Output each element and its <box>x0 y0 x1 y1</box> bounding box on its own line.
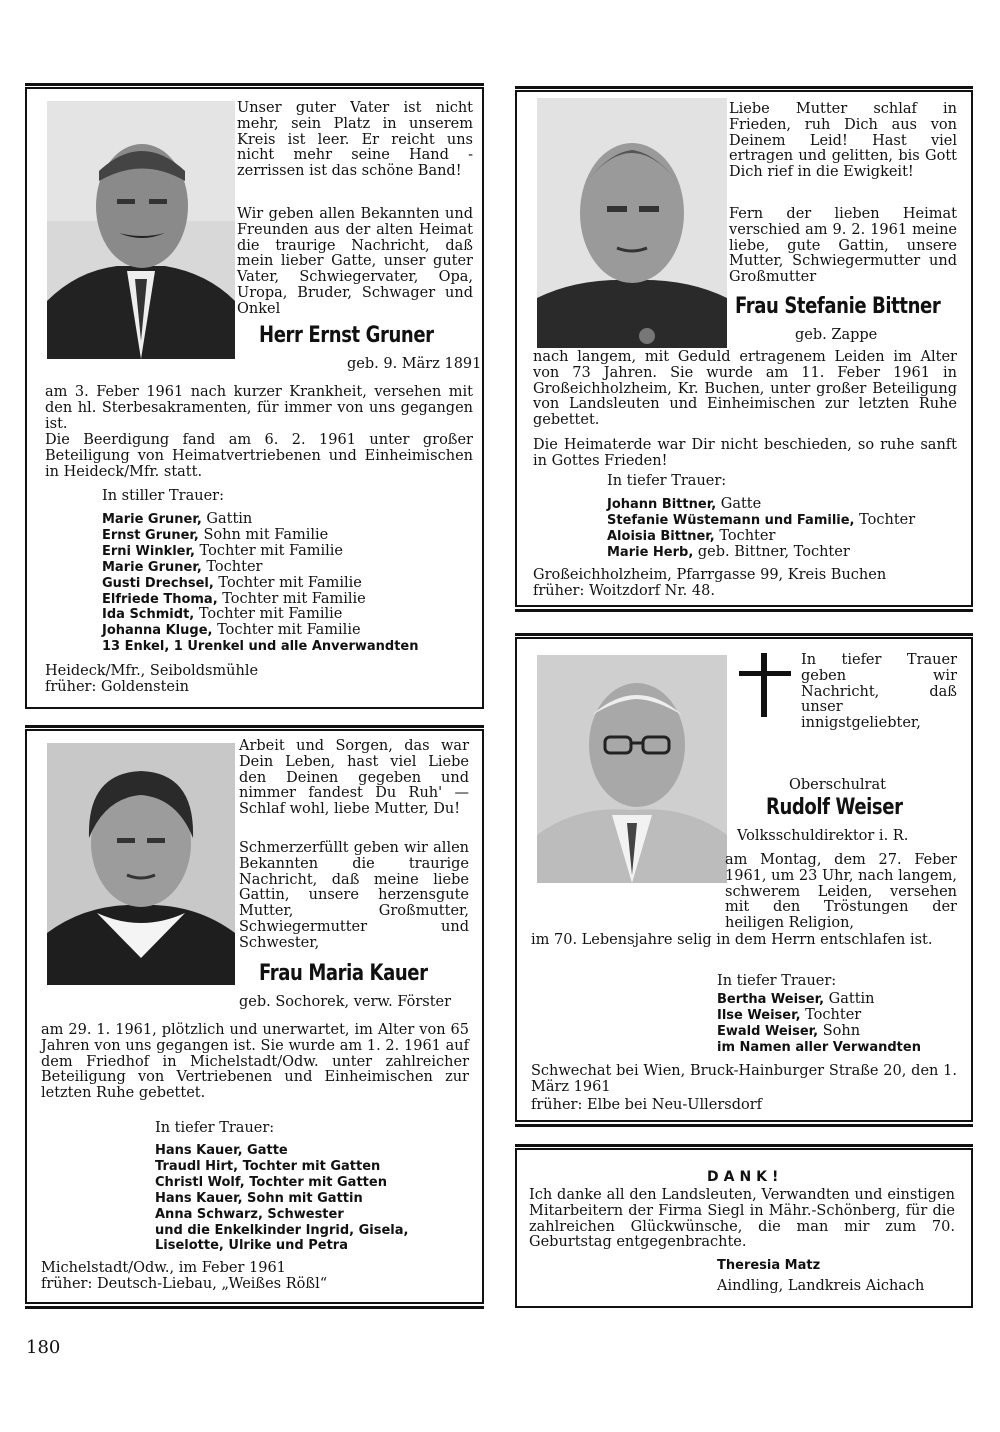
bittner-verse: Liebe Mutter schlaf in Frieden, ruh Dich aus von Deinem Leid! Hast viel ertragen und gelitten, bis Gott Dich rief in die Ewigkeit! <box>729 101 957 181</box>
bittner-origin: früher: Woitzdorf Nr. 48. <box>533 583 715 599</box>
portrait-photo-weiser <box>537 655 727 883</box>
thank-you-notice <box>515 1148 973 1308</box>
mourner-row: im Namen aller Verwandten <box>717 1039 921 1055</box>
gruner-funeral-text: Die Beerdigung fand am 6. 2. 1961 unter großer Beteiligung von Heimatvertriebenen und Einheimischen in Heideck/Mfr. statt. <box>45 432 473 480</box>
gruner-birth: geb. 9. März 1891 <box>347 356 482 372</box>
dank-name: Theresia Matz <box>717 1258 821 1273</box>
mourner-row: Ernst Gruner, Sohn mit Familie <box>102 526 329 543</box>
mourner-row: Aloisia Bittner, Tochter <box>607 527 776 544</box>
mourner-row: Erni Winkler, Tochter mit Familie <box>102 542 344 559</box>
weiser-mourning-heading: In tiefer Trauer: <box>717 973 837 989</box>
portrait-photo-kauer <box>47 743 235 985</box>
gruner-announcement: Wir geben allen Bekannten und Freunden aus der alten Heimat die traurige Nachricht, daß mein lieber Gatte, unser guter Vater, Schwiegervater, Opa, Uropa, Bruder, Schwager und Onkel <box>237 206 473 317</box>
weiser-death-text: am Montag, dem 27. Feber 1961, um 23 Uhr, nach langem, schwerem Leiden, versehen mit den Tröstungen der heiligen Religion, <box>725 852 957 932</box>
kauer-mourning-heading: In tiefer Trauer: <box>155 1120 275 1136</box>
mourner-row: Johann Bittner, Gatte <box>607 496 762 512</box>
bittner-death-text: nach langem, mit Geduld ertragenem Leiden im Alter von 73 Jahren. Sie wurde am 11. Feber 1961 in Großeichholzheim, Kr. Buchen, unter großer Beteiligung von Landsleuten und Einheimischen zur letzten Ruhe gebettet. <box>533 349 957 429</box>
weiser-announcement: In tiefer Trauer geben wir Nachricht, daß unser innigstgeliebter, <box>801 653 957 731</box>
kauer-birth: geb. Sochorek, verw. Förster <box>239 994 452 1010</box>
bittner-mourners-list <box>607 497 915 561</box>
kauer-death-text: am 29. 1. 1961, plötzlich und unerwartet, im Alter von 65 Jahren von uns gegangen ist. Sie wurde am 1. 2. 1961 auf dem Friedhof in Michelstadt/Odw. unter zahlreicher Beteiligung von Vertriebenen und Einheimischen zur letzten Ruhe gebettet. <box>41 1022 469 1102</box>
weiser-mourners-list <box>717 992 921 1056</box>
obituary-gruner <box>25 87 484 709</box>
gruner-origin: früher: Goldenstein <box>45 679 189 695</box>
gruner-mourners-list <box>102 512 419 655</box>
mourner-row: Ilse Weiser, Tochter <box>717 1006 862 1023</box>
bittner-name: Frau Stefanie Bittner <box>735 294 941 319</box>
mourner-row: Ida Schmidt, Tochter mit Familie <box>102 606 343 623</box>
gruner-mourning-heading: In stiller Trauer: <box>102 488 224 504</box>
gruner-death-text: am 3. Feber 1961 nach kurzer Krankheit, versehen mit den hl. Sterbesakramenten, für immer von uns gegangen ist. <box>45 384 473 432</box>
gruner-verse: Unser guter Vater ist nicht mehr, sein Platz in unserem Kreis ist leer. Er reicht uns nicht mehr seine Hand - zerrissen ist das schöne Band! <box>237 100 473 180</box>
page-number: 180 <box>26 1337 61 1358</box>
kauer-announcement: Schmerzerfüllt geben wir allen Bekannten die traurige Nachricht, daß meine liebe Gattin, unsere herzensgute Mutter, Großmutter, Schwiegermutter und Schwester, <box>239 840 469 951</box>
mourner-row: Hans Kauer, Sohn mit Gattin <box>155 1190 363 1206</box>
bittner-epitaph: Die Heimaterde war Dir nicht beschieden, so ruhe sanft in Gottes Frieden! <box>533 437 957 469</box>
mourner-row: Hans Kauer, Gatte <box>155 1143 288 1158</box>
mourner-row: 13 Enkel, 1 Urenkel und alle Anverwandten <box>102 639 419 655</box>
mourner-row: Christl Wolf, Tochter mit Gatten <box>155 1174 387 1190</box>
weiser-name: Rudolf Weiser <box>766 795 903 820</box>
mourner-row: Marie Herb, geb. Bittner, Tochter <box>607 543 850 560</box>
mourner-row: Anna Schwarz, Schwester <box>155 1206 344 1222</box>
dank-place: Aindling, Landkreis Aichach <box>717 1278 925 1294</box>
dank-heading: DANK! <box>707 1169 784 1185</box>
bittner-place: Großeichholzheim, Pfarrgasse 99, Kreis Buchen <box>533 567 887 583</box>
mourner-row: Gusti Drechsel, Tochter mit Familie <box>102 574 362 591</box>
portrait-photo-bittner <box>537 98 727 348</box>
mourner-row: Ewald Weiser, Sohn <box>717 1022 861 1039</box>
kauer-origin: früher: Deutsch-Liebau, „Weißes Rößl“ <box>41 1276 328 1292</box>
mourner-row: Stefanie Wüstemann und Familie, Tochter <box>607 511 916 528</box>
mourner-row: und die Enkelkinder Ingrid, Gisela, <box>155 1222 409 1238</box>
weiser-origin: früher: Elbe bei Neu-Ullersdorf <box>531 1097 763 1113</box>
gruner-place: Heideck/Mfr., Seiboldsmühle <box>45 663 259 679</box>
mourner-row: Liselotte, Ulrike und Petra <box>155 1238 348 1254</box>
kauer-name: Frau Maria Kauer <box>259 961 428 986</box>
weiser-rank: Volksschuldirektor i. R. <box>737 828 909 844</box>
bittner-birth: geb. Zappe <box>795 327 878 343</box>
dank-text: Ich danke all den Landsleuten, Verwandten und einstigen Mitarbeitern der Firma Siegl in Mähr.-Schönberg, für die zahlreichen Glückwünsche, die man mir zum 70. Geburtstag entgegenbrachte. <box>529 1187 955 1251</box>
mourner-row: Bertha Weiser, Gattin <box>717 991 875 1007</box>
kauer-place: Michelstadt/Odw., im Feber 1961 <box>41 1260 286 1276</box>
obituary-weiser <box>515 637 973 1122</box>
mourner-row: Traudl Hirt, Tochter mit Gatten <box>155 1158 381 1174</box>
weiser-death-text-end: im 70. Lebensjahre selig in dem Herrn entschlafen ist. <box>531 932 933 948</box>
kauer-mourners-list <box>155 1143 408 1254</box>
mourner-row: Marie Gruner, Gattin <box>102 511 253 527</box>
bittner-mourning-heading: In tiefer Trauer: <box>607 473 727 489</box>
bittner-announcement: Fern der lieben Heimat verschied am 9. 2. 1961 meine liebe, gute Gattin, unsere Mutter, Schwiegermutter und Großmutter <box>729 206 957 286</box>
obituary-kauer <box>25 729 484 1304</box>
portrait-photo-gruner <box>47 101 235 359</box>
mourner-row: Elfriede Thoma, Tochter mit Familie <box>102 590 366 607</box>
kauer-verse: Arbeit und Sorgen, das war Dein Leben, hast viel Liebe den Deinen gegeben und nimmer fandest Du Ruh' — Schlaf wohl, liebe Mutter, Du! <box>239 738 469 818</box>
cross-icon <box>735 653 795 717</box>
weiser-place: Schwechat bei Wien, Bruck-Hainburger Straße 20, den 1. März 1961 <box>531 1063 957 1095</box>
weiser-title: Oberschulrat <box>789 777 886 793</box>
mourner-row: Marie Gruner, Tochter <box>102 558 263 575</box>
obituary-bittner <box>515 90 973 607</box>
mourner-row: Johanna Kluge, Tochter mit Familie <box>102 622 361 639</box>
gruner-name: Herr Ernst Gruner <box>259 323 434 348</box>
